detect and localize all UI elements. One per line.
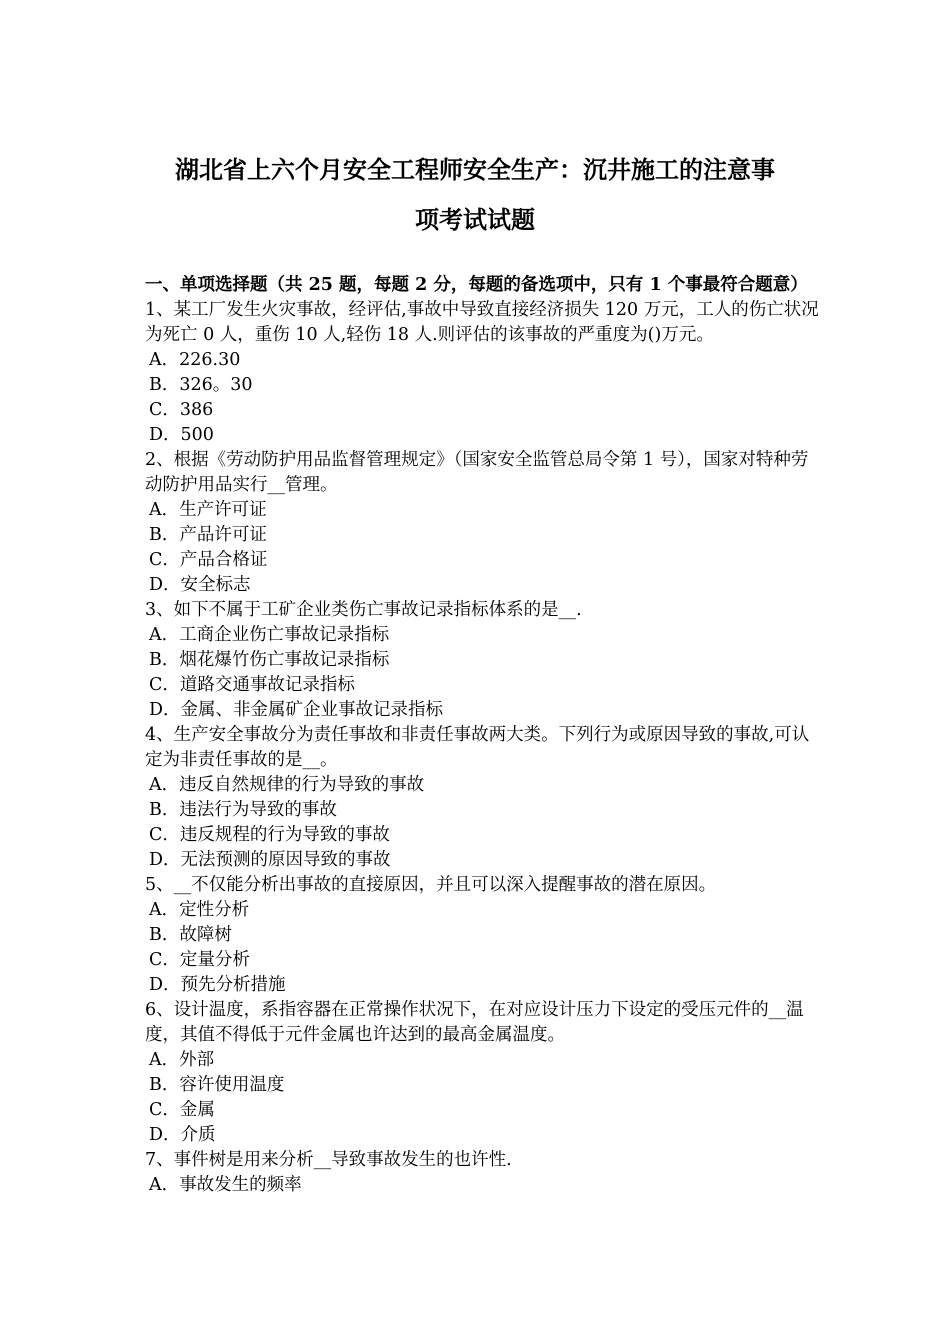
option-a: A．工商企业伤亡事故记录指标 xyxy=(149,625,390,645)
document-title-line-2: 项考试试题 xyxy=(415,205,535,234)
option-b: B．违法行为导致的事故 xyxy=(149,800,337,820)
question-5 xyxy=(145,873,820,998)
question-text: 5、__不仅能分析出事故的直接原因，并且可以深入提醒事故的潜在原因。 xyxy=(145,875,717,895)
option-c: C．定量分析 xyxy=(149,950,250,970)
question-text: 3、如下不属于工矿企业类伤亡事故记录指标体系的是__. xyxy=(145,600,582,620)
option-b: B．产品许可证 xyxy=(149,525,267,545)
option-a: A．违反自然规律的行为导致的事故 xyxy=(149,775,425,795)
document-body xyxy=(145,273,820,1198)
question-text: 2、根据《劳动防护用品监督管理规定》（国家安全监管总局令第 1 号），国家对特种劳动防护用品实行__管理。 xyxy=(145,450,809,495)
option-c: C．违反规程的行为导致的事故 xyxy=(149,825,390,845)
option-b: B．烟花爆竹伤亡事故记录指标 xyxy=(149,650,390,670)
question-text: 1、某工厂发生火灾事故，经评估,事故中导致直接经济损失 120 万元，工人的伤亡状况为死亡 0 人，重伤 10 人,轻伤 18 人.则评估的该事故的严重度为()万元。 xyxy=(145,300,819,345)
option-d: D．介质 xyxy=(149,1125,216,1145)
option-c: C．道路交通事故记录指标 xyxy=(149,675,355,695)
option-c: C．386 xyxy=(149,400,214,420)
question-2 xyxy=(145,448,820,598)
option-a: A．226.30 xyxy=(149,350,241,370)
option-a: A．生产许可证 xyxy=(149,500,267,520)
option-a: A．外部 xyxy=(149,1050,215,1070)
option-d: D．金属、非金属矿企业事故记录指标 xyxy=(149,700,444,720)
option-c: C．金属 xyxy=(149,1100,215,1120)
option-d: D．预先分析措施 xyxy=(149,975,286,995)
question-text: 6、设计温度，系指容器在正常操作状况下，在对应设计压力下设定的受压元件的__温度，其值不得低于元件金属也许达到的最高金属温度。 xyxy=(145,1000,804,1045)
option-d: D．500 xyxy=(149,425,214,445)
option-b: B．容许使用温度 xyxy=(149,1075,285,1095)
option-a: A．事故发生的频率 xyxy=(149,1175,302,1195)
question-text: 7、事件树是用来分析__导致事故发生的也许性. xyxy=(145,1150,512,1170)
question-7 xyxy=(145,1148,820,1198)
option-d: D．无法预测的原因导致的事故 xyxy=(149,850,391,870)
option-d: D．安全标志 xyxy=(149,575,251,595)
option-a: A．定性分析 xyxy=(149,900,250,920)
option-b: B．故障树 xyxy=(149,925,232,945)
question-text: 4、生产安全事故分为责任事故和非责任事故两大类。下列行为或原因导致的事故,可认定为非责任事故的是__。 xyxy=(145,725,810,770)
option-c: C．产品合格证 xyxy=(149,550,268,570)
document-title-line-1: 湖北省上六个月安全工程师安全生产：沉井施工的注意事 xyxy=(175,155,775,184)
question-3 xyxy=(145,598,820,723)
section-heading: 一、单项选择题（共 25 题，每题 2 分，每题的备选项中，只有 1 个事最符合题意） xyxy=(145,275,808,295)
question-6 xyxy=(145,998,820,1148)
option-b: B．326。30 xyxy=(149,375,253,395)
question-4 xyxy=(145,723,820,873)
question-1 xyxy=(145,298,820,448)
